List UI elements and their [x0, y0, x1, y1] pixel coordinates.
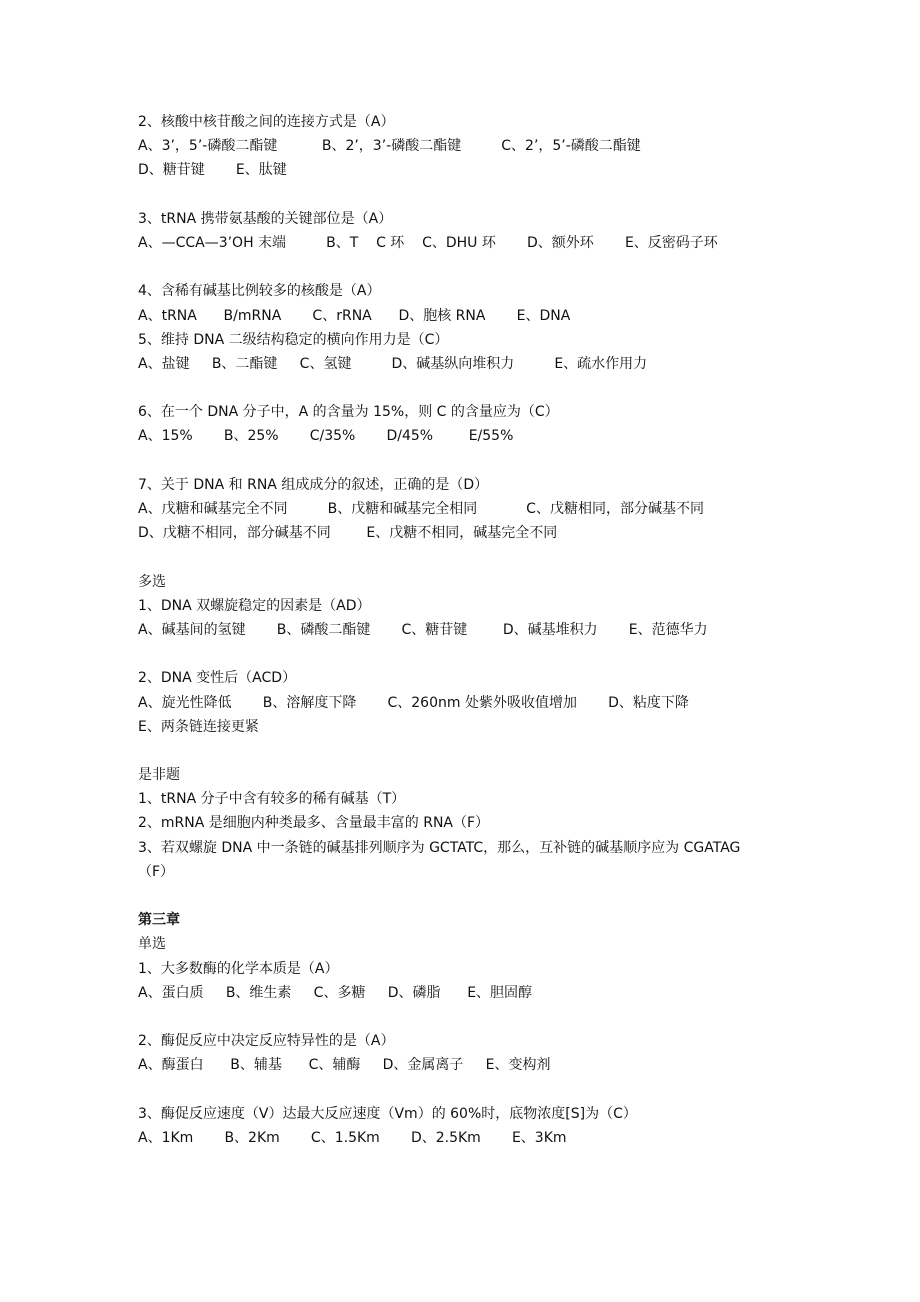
text-line: A、酶蛋白 B、辅基 C、辅酶 D、金属离子 E、变构剂: [138, 1057, 551, 1074]
blank-line: [138, 376, 798, 400]
text-line: A、戊糖和碱基完全不同 B、戊糖和碱基完全相同 C、戊糖相同，部分碱基不同: [138, 501, 704, 517]
text-line: 2、酶促反应中决定反应特异性的是（A）: [138, 1033, 395, 1050]
text-line: D、戊糖不相同，部分碱基不同 E、戊糖不相同，碱基完全不同: [138, 525, 558, 542]
blank-line: [138, 1078, 798, 1102]
text-line: 2、mRNA 是细胞内种类最多、含量最丰富的 RNA（F）: [138, 815, 490, 832]
blank-line: [138, 642, 798, 666]
text-line: 1、DNA 双螺旋稳定的因素是（AD）: [138, 597, 371, 614]
text-line: E、两条链连接更紧: [138, 718, 259, 735]
blank-line: [138, 449, 798, 473]
text-line: A、蛋白质 B、维生素 C、多糖 D、磷脂 E、胆固醇: [138, 984, 533, 1001]
text-line: 2、核酸中核苷酸之间的连接方式是（A）: [138, 114, 395, 130]
text-line: 7、关于 DNA 和 RNA 组成成分的叙述，正确的是（D）: [138, 476, 489, 493]
text-line: （F）: [138, 863, 175, 880]
text-line: 5、维持 DNA 二级结构稳定的横向作用力是（C）: [138, 331, 449, 348]
blank-line: [138, 255, 798, 279]
text-line: 1、tRNA 分子中含有较多的稀有碱基（T）: [138, 791, 406, 808]
text-line: 多选: [138, 573, 166, 590]
document-page: [138, 110, 798, 1150]
blank-line: [138, 884, 798, 908]
text-line: A、旋光性降低 B、溶解度下降 C、260nm 处紫外吸收值增加 D、粘度下降: [138, 694, 689, 711]
text-line: 3、tRNA 携带氨基酸的关键部位是（A）: [138, 210, 393, 227]
text-line: A、tRNA B/mRNA C、rRNA D、胞核 RNA E、DNA: [138, 307, 571, 324]
text-line: A、1Km B、2Km C、1.5Km D、2.5Km E、3Km: [138, 1129, 567, 1146]
text-line: A、—CCA—3’OH 末端 B、T C 环 C、DHU 环 D、额外环 E、反密码子环: [138, 234, 718, 251]
text-line: A、碱基间的氢键 B、磷酸二酯键 C、糖苷键 D、碱基堆积力 E、范德华力: [138, 621, 708, 638]
blank-line: [138, 1005, 798, 1029]
text-line: A、盐键 B、二酯键 C、氢键 D、碱基纵向堆积力 E、疏水作用力: [138, 355, 648, 372]
text-line: A、15% B、25% C/35% D/45% E/55%: [138, 428, 514, 445]
text-line: 6、在一个 DNA 分子中，A 的含量为 15%，则 C 的含量应为（C）: [138, 404, 559, 421]
text-line: 3、若双螺旋 DNA 中一条链的碱基排列顺序为 GCTATC，那么，互补链的碱基顺序应为 CGATAG: [138, 839, 741, 856]
text-line: 1、大多数酶的化学本质是（A）: [138, 960, 339, 977]
text-line: A、3’，5’-磷酸二酯键 B、2’，3’-磷酸二酯键 C、2’，5’-磷酸二酯键: [138, 138, 641, 155]
text-line: 单选: [138, 936, 166, 953]
chapter-heading: 第三章: [138, 912, 180, 929]
blank-line: [138, 739, 798, 763]
blank-line: [138, 545, 798, 569]
text-line: D、糖苷键 E、肽键: [138, 162, 287, 179]
text-line: 2、DNA 变性后（ACD）: [138, 670, 297, 687]
text-line: 3、酶促反应速度（V）达最大反应速度（Vm）的 60%时，底物浓度[S]为（C）: [138, 1105, 637, 1122]
blank-line: [138, 183, 798, 207]
text-line: 是非题: [138, 767, 180, 784]
text-line: 4、含稀有碱基比例较多的核酸是（A）: [138, 283, 381, 300]
